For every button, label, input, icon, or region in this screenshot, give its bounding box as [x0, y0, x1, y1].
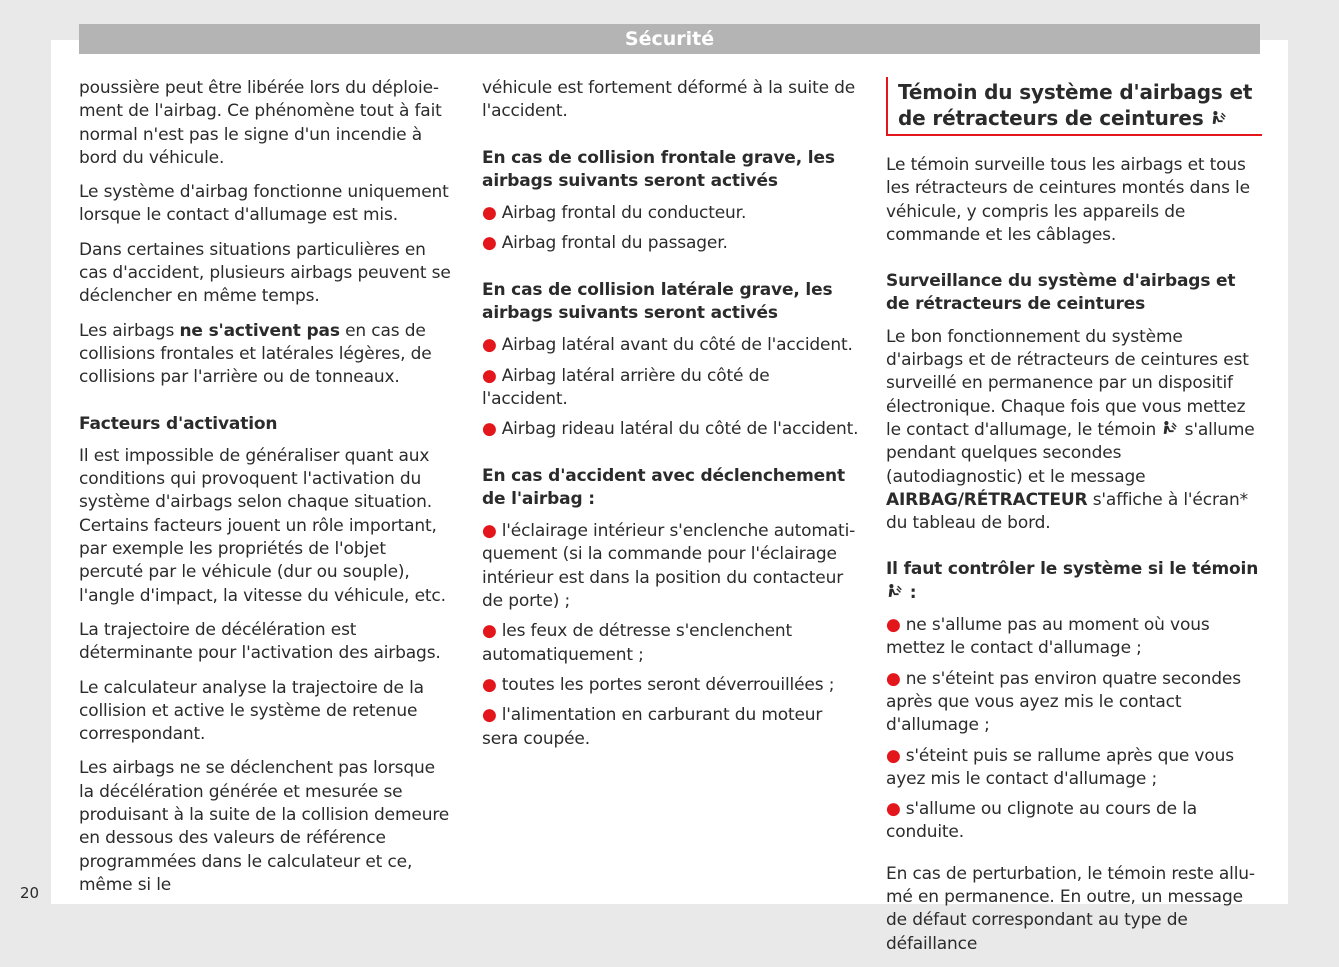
list-frontal	[482, 202, 860, 256]
list-item	[482, 704, 860, 751]
bullet-icon: ●	[482, 365, 497, 386]
paragraph	[886, 326, 1262, 536]
airbag-warning-icon	[886, 583, 904, 600]
list-item-text: Airbag frontal du passager.	[501, 233, 728, 254]
bullet-icon: ●	[886, 668, 901, 689]
list-item-text: ne s'éteint pas environ quatre secondes après que vous ayez mis le contact d'allumage ;	[886, 668, 1241, 736]
list-item	[482, 674, 860, 697]
list-item-text: Airbag frontal du conducteur.	[501, 203, 747, 224]
paragraph: véhicule est fortement déformé à la suite de l'accident.	[482, 78, 856, 122]
list-item-text: Airbag rideau latéral du côté de l'accident.	[501, 419, 859, 440]
section-header: Sécurité	[79, 24, 1260, 54]
page-number: 20	[20, 884, 40, 902]
list-item-text: ne s'allume pas au moment où vous mettez le contact d'allumage ;	[886, 615, 1210, 659]
bullet-icon: ●	[482, 203, 497, 224]
paragraph: En cas de perturbation, le témoin reste allumé en permanence. En outre, un message de défaut correspondant au type de défaillance	[886, 863, 1256, 954]
heading-lateral: En cas de collision latérale grave, les airbags suivants seront activés	[482, 279, 833, 324]
column-2	[482, 77, 860, 758]
section-title	[886, 77, 1262, 136]
list-check	[886, 614, 1262, 845]
paragraph: Les airbags ne se déclenchent pas lorsque la décélération générée et mesurée se produisant à la suite de la collision demeure en dessous des valeurs de référence programmées dans le calculateur et ce, même si le	[79, 758, 450, 895]
bullet-icon: ●	[482, 621, 497, 642]
list-item	[482, 232, 860, 255]
text-run: s'affiche à l'écran* du tableau de bord.	[886, 489, 1249, 534]
paragraph: La trajectoire de décélération est déterminante pour l'activation des airbags.	[79, 619, 441, 664]
heading-activation: Facteurs d'activation	[79, 413, 278, 434]
bullet-icon: ●	[482, 674, 497, 695]
bullet-icon: ●	[886, 745, 901, 766]
list-item-text: l'alimentation en carburant du moteur sera coupée.	[482, 705, 823, 749]
heading-surveillance: Surveillance du système d'airbags et de rétracteurs de ceintures	[886, 271, 1236, 315]
list-item-text: s'éteint puis se rallume après que vous ayez mis le contact d'allumage ;	[886, 745, 1234, 789]
bold-text: ne s'activent pas	[179, 320, 340, 341]
list-item-text: s'allume ou clignote au cours de la conduite.	[886, 799, 1198, 843]
list-item-text: toutes les portes seront déverrouillées ;	[501, 674, 835, 695]
column-1	[79, 77, 455, 908]
paragraph: Dans certaines situations particulières en cas d'accident, plusieurs airbags peuvent se déclencher en même temps.	[79, 239, 451, 307]
bullet-icon: ●	[482, 705, 497, 726]
section-title-text: Témoin du système d'airbags et de rétracteurs de ceintures	[898, 80, 1253, 130]
paragraph: poussière peut être libérée lors du déploiement de l'airbag. Ce phénomène tout à fait normal n'est pas le signe d'un incendie à bord du véhicule.	[79, 78, 442, 168]
bullet-icon: ●	[886, 799, 901, 820]
text-run: s'allume pendant quelques secondes (autodiagnostic) et le message	[886, 419, 1255, 487]
bullet-icon: ●	[886, 615, 901, 636]
text-run: Les airbags	[79, 320, 180, 341]
heading-check	[886, 558, 1262, 605]
list-item-text: Airbag latéral arrière du côté de l'accident.	[482, 365, 770, 409]
list-item	[482, 520, 860, 613]
text-run: Le bon fonctionnement du système d'airbags et de rétracteurs de ceintures est surveillé en permanence par un dispositif électronique. Chaque fois que vous mettez le contact d'allumage, le témoin	[886, 326, 1249, 440]
bullet-icon: ●	[482, 335, 497, 356]
paragraph: Le témoin surveille tous les airbags et tous les rétracteurs de ceintures montés dans le véhicule, y compris les appareils de commande et les câblages.	[886, 155, 1250, 245]
bullet-icon: ●	[482, 521, 497, 542]
paragraph: Le système d'airbag fonctionne uniquement lorsque le contact d'allumage est mis.	[79, 182, 449, 226]
list-item-text: les feux de détresse s'enclenchent automatiquement ;	[482, 621, 793, 665]
heading-accident: En cas d'accident avec déclenchement de l'airbag :	[482, 465, 845, 509]
list-item	[482, 620, 860, 667]
list-item-text: Airbag latéral avant du côté de l'accident.	[501, 335, 853, 356]
airbag-warning-icon	[1210, 110, 1228, 127]
list-accident	[482, 520, 860, 751]
list-item	[482, 202, 860, 225]
list-item-text: l'éclairage intérieur s'enclenche automatiquement (si la commande pour l'éclairage intérieur est dans la position du contacteur de porte) ;	[482, 521, 856, 612]
list-item	[886, 798, 1262, 845]
heading-frontal: En cas de collision frontale grave, les airbags suivants seront activés	[482, 147, 835, 191]
list-lateral	[482, 334, 860, 441]
list-item	[886, 668, 1262, 738]
paragraph	[79, 320, 455, 390]
list-item	[482, 365, 860, 412]
paragraph: Le calculateur analyse la trajectoire de la collision et active le système de retenue correspondant.	[79, 677, 424, 745]
bullet-icon: ●	[482, 233, 497, 254]
list-item	[482, 334, 860, 357]
list-item	[886, 614, 1262, 661]
airbag-warning-icon	[1161, 420, 1179, 437]
heading-text: Il faut contrôler le système si le témoin	[886, 559, 1259, 580]
heading-text: :	[904, 582, 917, 603]
bold-text: AIRBAG/RÉTRACTEUR	[886, 489, 1088, 510]
bullet-icon: ●	[482, 419, 497, 440]
list-item	[886, 745, 1262, 792]
paragraph: Il est impossible de généraliser quant aux conditions qui provoquent l'activation du système d'airbags selon chaque situation. Certains facteurs jouent un rôle important, par exemple les propriétés de l'objet percuté par le véhicule (dur ou souple), l'angle d'impact, la vitesse du véhicule, etc.	[79, 445, 446, 606]
list-item	[482, 418, 860, 441]
column-3	[886, 77, 1262, 967]
text-run: en cas de collisions frontales et latérales légères, de collisions par l'arrière ou de tonneaux.	[79, 320, 432, 388]
